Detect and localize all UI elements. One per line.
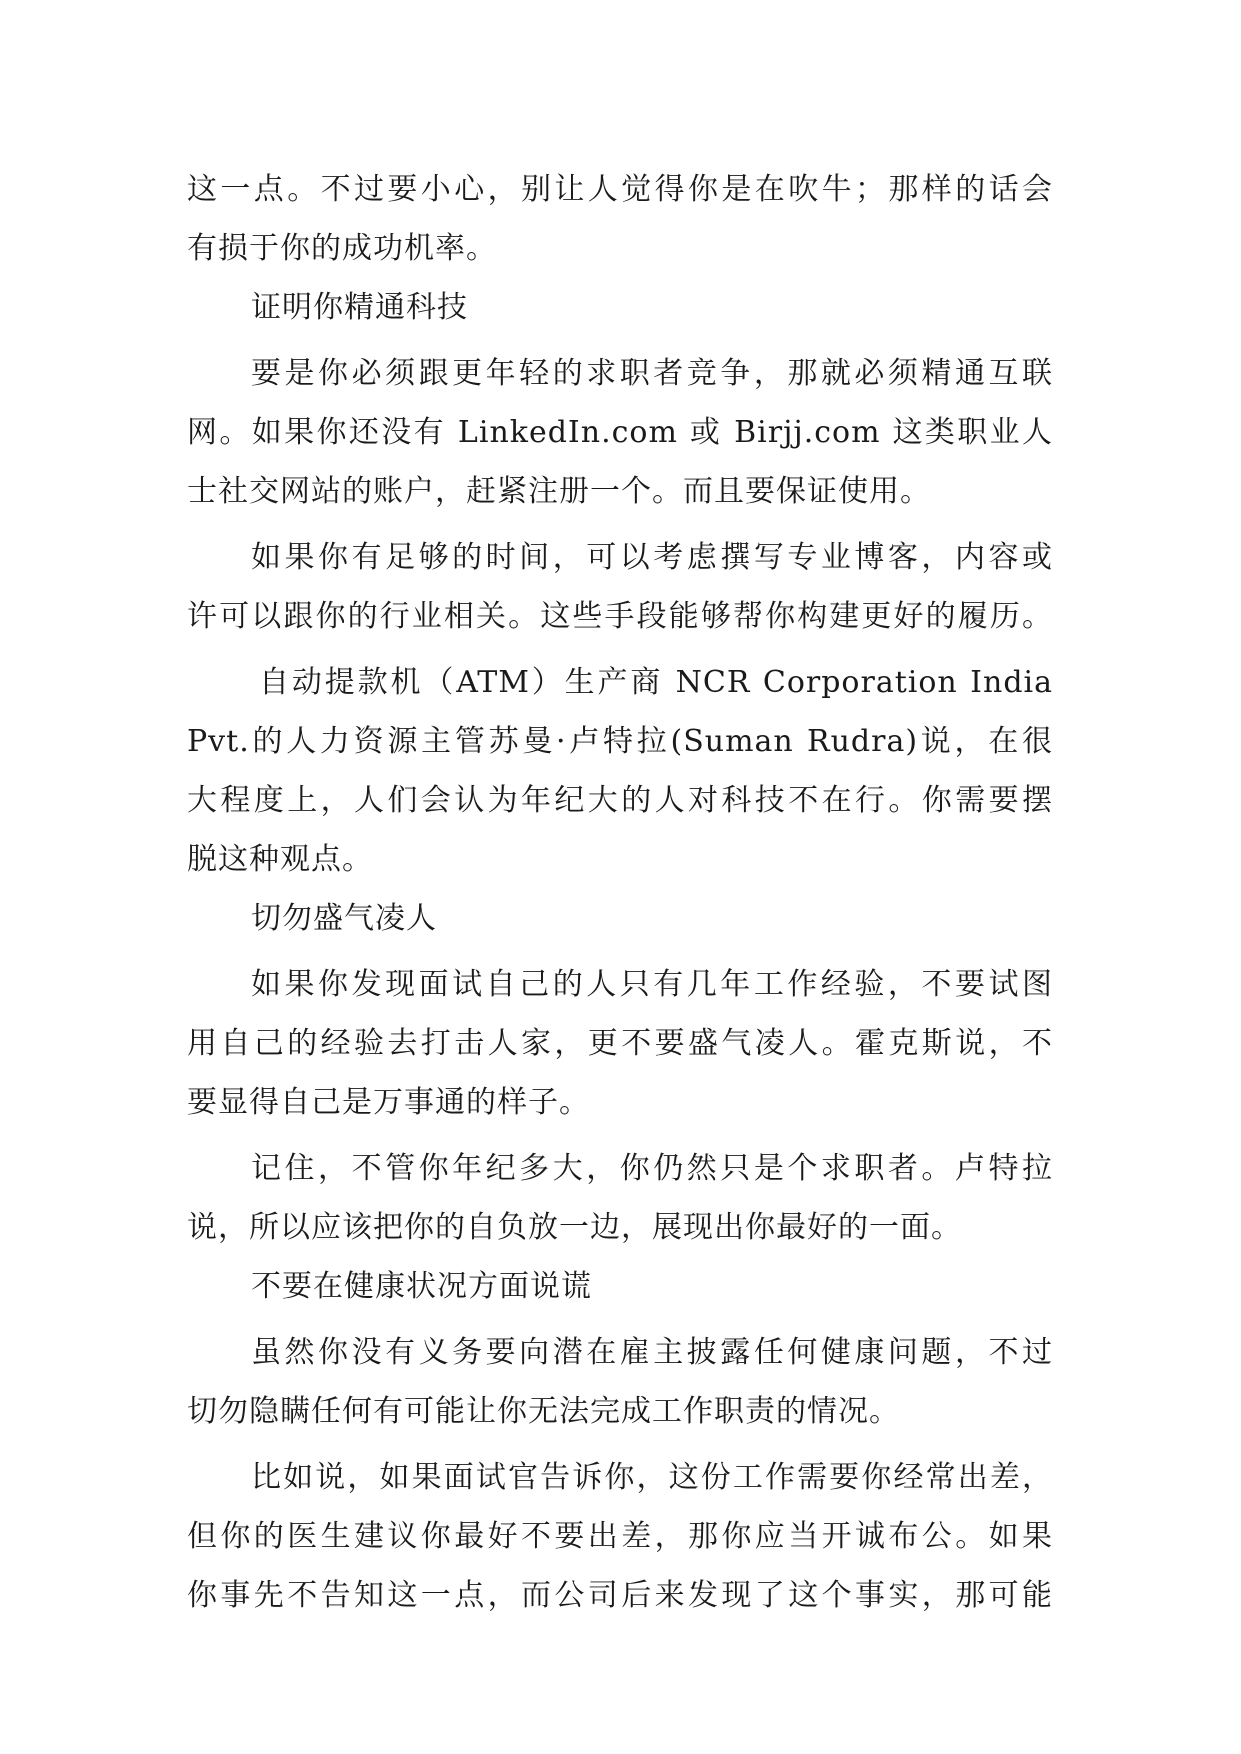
text-line: 你事先不告知这一点，而公司后来发现了这个事实，那可能: [187, 1578, 1053, 1613]
text-line: 但你的医生建议你最好不要出差，那你应当开诚布公。如果: [187, 1519, 1053, 1554]
text-line: 用自己的经验去打击人家，更不要盛气凌人。霍克斯说，不: [187, 1026, 1053, 1061]
text-line: 记住，不管你年纪多大，你仍然只是个求职者。卢特拉: [251, 1151, 1053, 1186]
document-body: [187, 160, 1053, 1625]
text-line: 士社交网站的账户，赶紧注册一个。而且要保证使用。: [187, 474, 931, 509]
text-line: 要显得自己是万事通的样子。: [187, 1085, 590, 1120]
text-line: Pvt.的人力资源主管苏曼·卢特拉(Suman Rudra)说，在很: [187, 724, 1053, 759]
text-line: 有损于你的成功机率。: [187, 231, 497, 266]
text-line: 比如说，如果面试官告诉你，这份工作需要你经常出差，: [251, 1460, 1053, 1495]
text-line: 如果你发现面试自己的人只有几年工作经验，不要试图: [251, 967, 1053, 1002]
text-line: 自动提款机（ATM）生产商 NCR Corporation India: [259, 665, 1053, 700]
text-line: 要是你必须跟更年轻的求职者竞争，那就必须精通互联: [251, 356, 1053, 391]
text-line: 许可以跟你的行业相关。这些手段能够帮你构建更好的履历。: [187, 599, 1053, 634]
text-line: 大程度上，人们会认为年纪大的人对科技不在行。你需要摆: [187, 783, 1053, 818]
section-heading: 不要在健康状况方面说谎: [251, 1269, 592, 1304]
text-line: 说，所以应该把你的自负放一边，展现出你最好的一面。: [187, 1210, 962, 1245]
section-heading: 证明你精通科技: [251, 290, 468, 325]
text-line: 切勿隐瞒任何有可能让你无法完成工作职责的情况。: [187, 1394, 900, 1429]
text-line: 如果你有足够的时间，可以考虑撰写专业博客，内容或: [251, 540, 1053, 575]
section-heading: 切勿盛气凌人: [251, 901, 437, 936]
text-line: 这一点。不过要小心，别让人觉得你是在吹牛；那样的话会: [187, 172, 1053, 207]
text-line: 虽然你没有义务要向潜在雇主披露任何健康问题，不过: [251, 1335, 1053, 1370]
text-line: 脱这种观点。: [187, 842, 373, 877]
text-line: 网。如果你还没有 LinkedIn.com 或 Birjj.com 这类职业人: [187, 415, 1053, 450]
